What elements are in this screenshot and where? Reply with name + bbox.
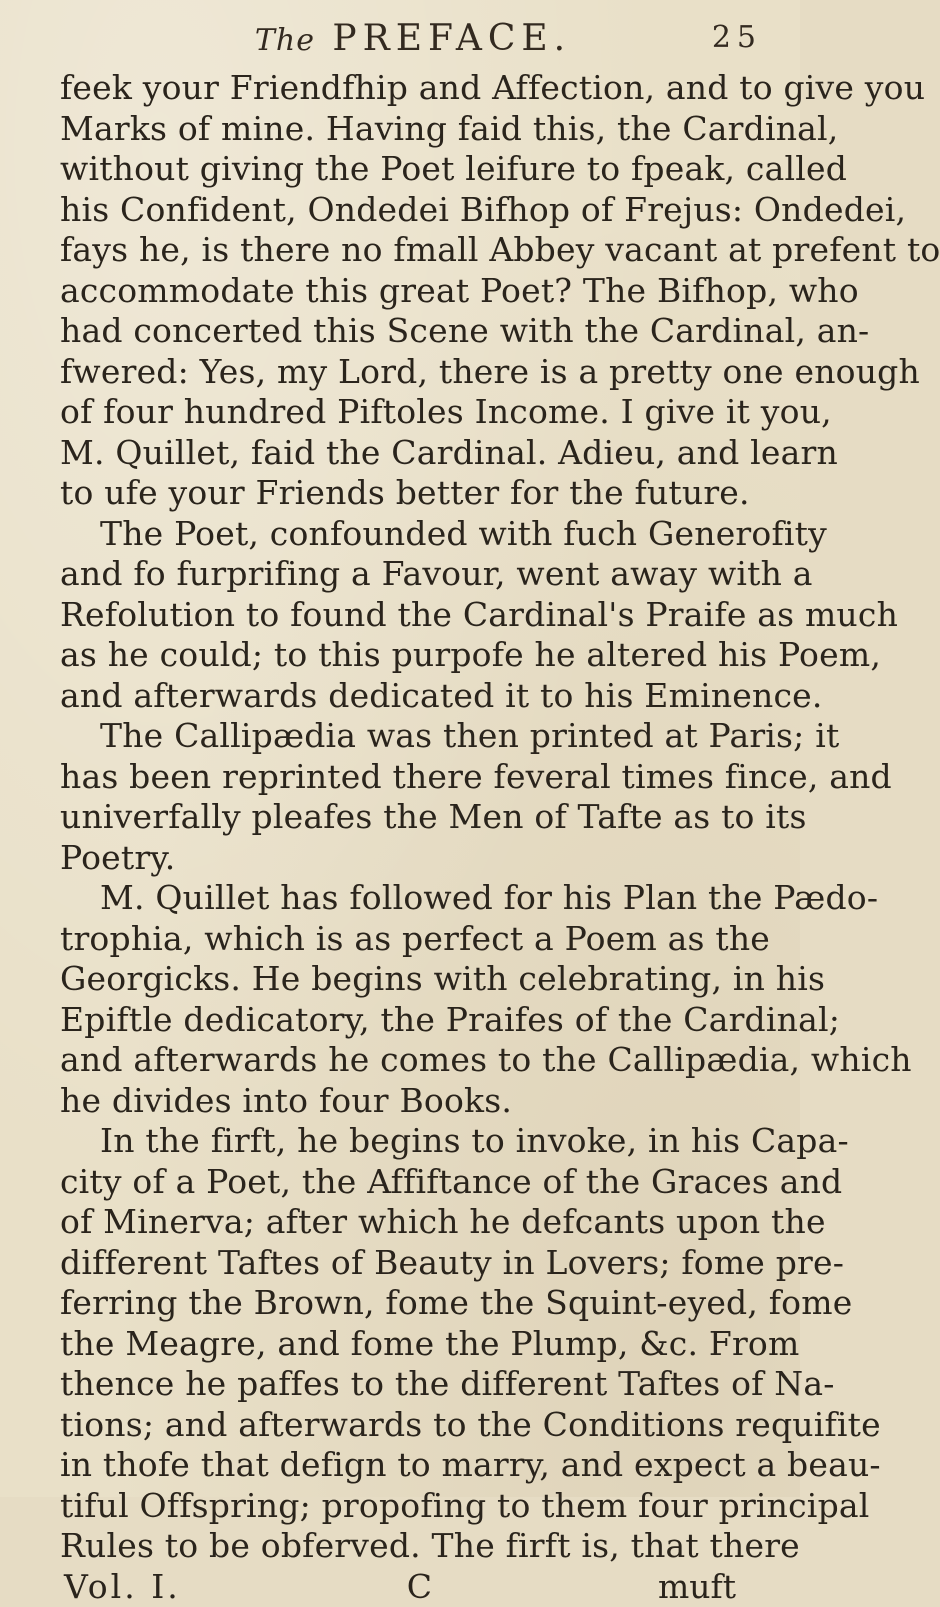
text-line: Rules to be obferved. The firft is, that there	[60, 1526, 800, 1565]
running-header	[60, 18, 766, 64]
text-line: different Taftes of Beauty in Lovers; fome pre-	[60, 1242, 845, 1282]
signature-mark: C	[406, 1566, 432, 1606]
text-line: fwered: Yes, my Lord, there is a pretty one enough	[60, 351, 920, 391]
text-line: ferring the Brown, fome the Squint-eyed, fome	[60, 1283, 853, 1322]
text-line: thence he paffes to the different Taftes of Na-	[60, 1364, 835, 1403]
text-line: Epiftle dedicatory, the Praifes of the Cardinal;	[60, 999, 841, 1039]
text-line: the Meagre, and fome the Plump, &c. From	[60, 1323, 800, 1363]
text-line: Poetry.	[60, 837, 176, 877]
text-line: fays he, is there no fmall Abbey vacant at prefent to	[60, 230, 940, 269]
text-line: had concerted this Scene with the Cardinal, an-	[60, 311, 870, 350]
text-line: and fo furprifing a Favour, went away with a	[60, 554, 813, 593]
text-line: of four hundred Piftoles Income. I give it you,	[60, 392, 832, 431]
text-line: without giving the Poet leifure to fpeak, called	[60, 149, 848, 188]
text-line: Refolution to found the Cardinal's Praife as much	[60, 594, 899, 634]
title-prefix: The	[254, 23, 315, 58]
text-line: and afterwards he comes to the Callipædia, which	[60, 1040, 912, 1079]
text-line: trophia, which is as perfect a Poem as the	[60, 918, 771, 958]
text-line: his Confident, Ondedei Bifhop of Frejus: Ondedei,	[60, 189, 907, 229]
text-line: accommodate this great Poet? The Bifhop, who	[60, 270, 859, 310]
text-line: In the firft, he begins to invoke, in his Capa-	[100, 1121, 849, 1160]
text-line: tions; and afterwards to the Conditions requifite	[60, 1404, 881, 1444]
text-line: Marks of mine. Having faid this, the Cardinal,	[60, 108, 839, 148]
running-title	[255, 18, 571, 59]
text-line: he divides into four Books.	[60, 1080, 513, 1120]
text-line: M. Quillet, faid the Cardinal. Adieu, and learn	[60, 432, 838, 472]
page-number: 25	[711, 20, 762, 55]
text-line: univerfally pleafes the Men of Tafte as to its	[60, 797, 807, 836]
volume-label: Vol. I.	[64, 1566, 181, 1606]
text-line: The Poet, confounded with fuch Generofity	[100, 513, 827, 553]
text-line: to ufe your Friends better for the future.	[60, 473, 750, 512]
text-line: tiful Offspring; propofing to them four principal	[60, 1485, 870, 1525]
catchword: muft	[657, 1566, 736, 1606]
text-line: M. Quillet has followed for his Plan the Pædo-	[100, 878, 879, 917]
text-line: feek your Friendfhip and Affection, and to give you	[60, 68, 926, 107]
text-line: and afterwards dedicated it to his Eminence.	[60, 675, 823, 715]
text-line: of Minerva; after which he defcants upon the	[60, 1202, 826, 1241]
text-line: The Callipædia was then printed at Paris; it	[100, 716, 840, 755]
page-footer	[60, 1567, 766, 1607]
title-text: PREFACE.	[332, 18, 572, 59]
text-line: as he could; to this purpofe he altered his Poem,	[60, 635, 882, 674]
text-line: in thofe that defign to marry, and expect a beau-	[60, 1445, 881, 1484]
text-line: has been reprinted there feveral times fince, and	[60, 756, 892, 796]
text-body	[60, 68, 940, 1567]
text-line: city of a Poet, the Affiftance of the Graces and	[60, 1161, 843, 1201]
text-line: Georgicks. He begins with celebrating, in his	[60, 959, 826, 998]
